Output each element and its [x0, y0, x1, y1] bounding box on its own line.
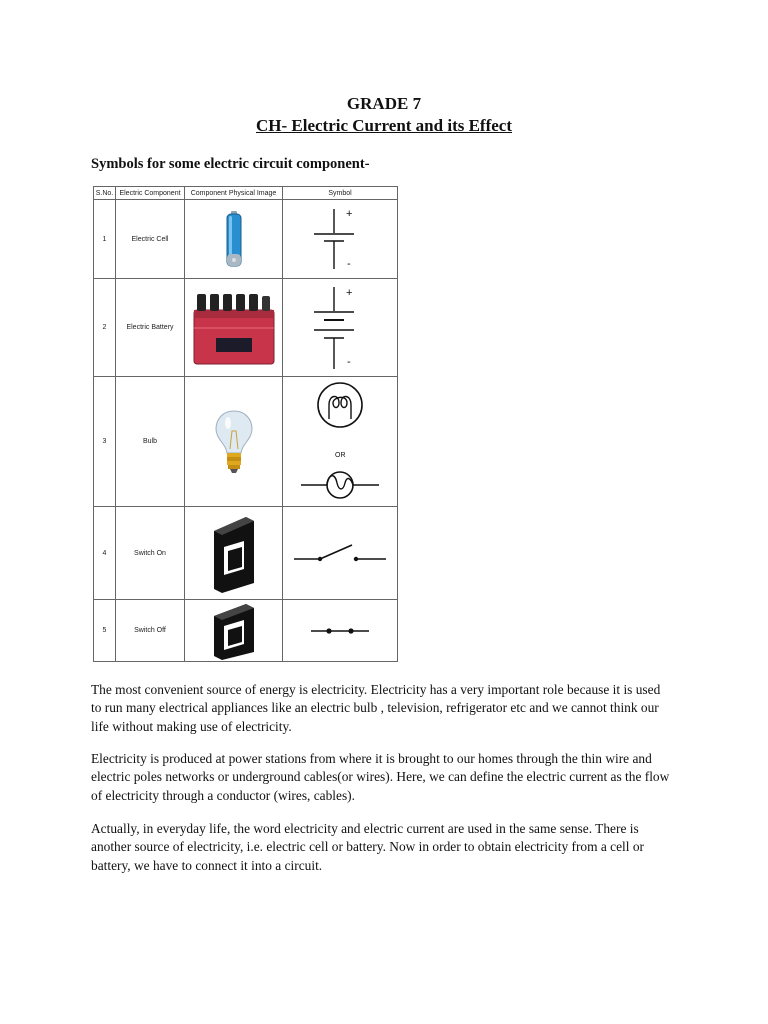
table-row: [94, 600, 398, 662]
switch-on-icon: [208, 511, 260, 595]
cell-symbol-icon: [310, 205, 370, 273]
table-header-row: [94, 187, 398, 200]
row-image-cell: [185, 279, 283, 377]
row-symbol-cell: [283, 600, 398, 662]
row-symbol-cell: [283, 200, 398, 279]
row-image-cell: [185, 507, 283, 600]
symbol-plus-label: +: [346, 286, 353, 299]
switch-off-icon: [210, 602, 258, 660]
row-component-name: Switch On: [116, 507, 185, 600]
header-sno: S.No.: [94, 187, 116, 200]
row-symbol-cell: [283, 507, 398, 600]
car-battery-icon: [188, 288, 280, 368]
row-component-name: Bulb: [116, 377, 185, 507]
row-component-name: Electric Battery: [116, 279, 185, 377]
row-sno: 4: [94, 507, 116, 600]
row-sno: 1: [94, 200, 116, 279]
symbol-or-label: OR: [335, 451, 346, 459]
battery-symbol-icon: [310, 283, 370, 373]
row-image-cell: [185, 600, 283, 662]
paragraph-energy-source: The most convenient source of energy is electricity. Electricity has a very important role because it is used to run many electrical appliances like an electric bulb , television, refrigerator etc and we cannot think our life without making use of electricity.: [91, 682, 661, 734]
row-sno: 5: [94, 600, 116, 662]
chapter-title: CH- Electric Current and its Effect: [255, 116, 513, 135]
light-bulb-icon: [214, 409, 254, 475]
table-row: [94, 200, 398, 279]
row-image-cell: [185, 200, 283, 279]
battery-cell-icon: [224, 210, 244, 268]
paragraph-cell-battery: Actually, in everyday life, the word electricity and electric current are used in the same sense. There is another source of electricity, i.e. electric cell or battery. Now in order to obtain electricity from a cell or battery, we have to connect it into a circuit.: [91, 821, 644, 873]
section-title: Symbols for some electric circuit component-: [91, 156, 370, 172]
header-symbol: Symbol: [283, 187, 398, 200]
header-image: Component Physical Image: [185, 187, 283, 200]
row-component-name: Switch Off: [116, 600, 185, 662]
symbol-minus-label: -: [347, 355, 351, 368]
row-sno: 3: [94, 377, 116, 507]
row-component-name: Electric Cell: [116, 200, 185, 279]
switch-open-symbol-icon: [290, 533, 390, 573]
table-row: [94, 279, 398, 377]
symbol-plus-label: +: [346, 208, 353, 220]
component-symbols-table: [93, 186, 398, 662]
grade-heading: GRADE 7: [346, 94, 422, 113]
header-component: Electric Component: [116, 187, 185, 200]
table-row: [94, 507, 398, 600]
symbol-minus-label: -: [347, 258, 351, 270]
table-row: [94, 377, 398, 507]
switch-closed-symbol-icon: [295, 621, 385, 641]
row-image-cell: [185, 377, 283, 507]
row-symbol-cell: [283, 377, 398, 507]
bulb-symbol-icon: [295, 379, 385, 505]
paragraph-power-stations: Electricity is produced at power stations from where it is brought to our homes through the thin wire and electric poles networks or underground cables(or wires). Here, we can define the electric current as the flow of electricity through a conductor (wires, cables).: [91, 751, 670, 803]
row-sno: 2: [94, 279, 116, 377]
row-symbol-cell: [283, 279, 398, 377]
